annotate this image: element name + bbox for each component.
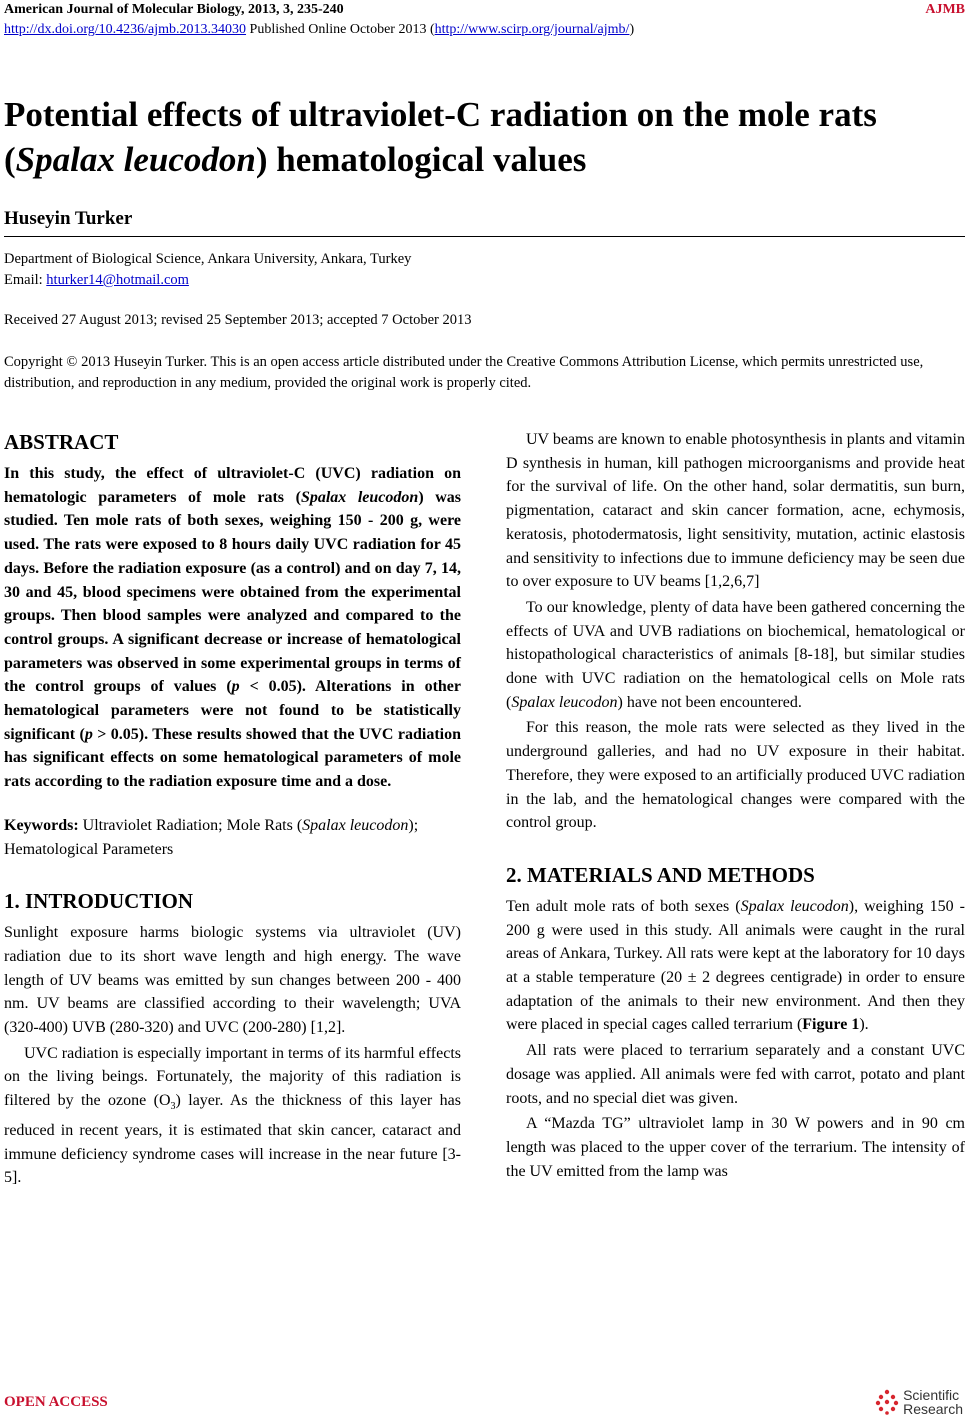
intro-paragraph-4: To our knowledge, plenty of data have been gathered concerning the effects of UVA and UVB radiations on biochemical, hematological or histopathological characteristics of animals [8-18], but similar studies done with UVC radiation on the hematological cells on Mole rats (Spalax leucodon) have not been encountered. — [506, 598, 965, 711]
journal-url-link[interactable]: http://www.scirp.org/journal/ajmb/ — [434, 22, 630, 37]
header-divider — [4, 236, 965, 237]
running-header — [4, 0, 965, 40]
author-name: Huseyin Turker — [4, 208, 133, 229]
abstract-heading: ABSTRACT — [4, 430, 119, 454]
title-open-paren: ( — [4, 140, 16, 179]
logo-line-1: Scientific — [903, 1387, 960, 1403]
introduction-heading: 1. INTRODUCTION — [4, 889, 194, 914]
email-label: Email: — [4, 272, 47, 288]
title-species: Spalax leucodon — [15, 140, 256, 179]
journal-code: AJMB — [925, 2, 965, 17]
intro-paragraph-1: Sunlight exposure harms biologic systems via ultraviolet (UV) radiation due to its short wave length and high energy. The wave length of UV beams was emitted by sun changes between 200 - 400 nm. UV beams are classified according to their wavelength; UVA (320-400) UVB (280-320) and UVC (200-280) [1,2]. — [4, 924, 461, 1037]
intro-paragraph-3: UV beams are known to enable photosynthesis in plants and vitamin D synthesis in human, kill pathogen microorganisms and provide heat for the survival of life. On the other hand, solar dermatitis, sun burn, pigmentation, cataract and skin cancer formation, acne, echymosis, keratosis, photodermatosis, light sensitivity, mutation, actinic elastosis and sensitivity to infections due to immune deficiency may be seen due to over exposure to UV beams [1,2,6,7] — [506, 431, 965, 591]
article-title — [4, 92, 964, 182]
title-rest: ) hematological values — [255, 140, 587, 179]
methods-paragraph-3: A “Mazda TG” ultraviolet lamp in 30 W powers and in 90 cm length was placed to the upper cover of the terrarium. The intensity of the UV emitted from the lamp was — [506, 1115, 965, 1180]
doi-link[interactable]: http://dx.doi.org/10.4236/ajmb.2013.34030 — [4, 22, 247, 37]
methods-paragraph-1: Ten adult mole rats of both sexes (Spalax leucodon), weighing 150 - 200 g were used in this study. All animals were caught in the rural areas of Ankara, Turkey. All rats were kept at the laboratory for 10 days at a stable temperature (20 ± 2 degrees centigrade) in order to ensure adaptation of the animals to their new environment. And then they were placed in special cages called terrarium (Figure 1). — [506, 897, 965, 1034]
figure-1-ref[interactable]: Figure 1 — [802, 1016, 860, 1034]
close-paren: ) — [629, 22, 635, 37]
title-line-1: Potential effects of ultraviolet-C radiation on the mole rats — [4, 95, 877, 134]
logo-line-2: Research — [903, 1401, 963, 1417]
published-text: Published Online October 2013 ( — [249, 22, 435, 37]
right-column — [506, 428, 965, 1185]
scientific-research-logo — [875, 1388, 963, 1416]
keywords: Keywords: Ultraviolet Radiation; Mole Rats (Spalax leucodon); Hematological Parameters — [4, 816, 419, 858]
logo-wordmark — [903, 1388, 963, 1416]
affiliation-block — [4, 249, 411, 291]
journal-citation: American Journal of Molecular Biology, 2013, 3, 235-240 — [4, 2, 344, 17]
left-column — [4, 428, 461, 1192]
methods-paragraph-2: All rats were placed to terrarium separately and a constant UVC dosage was applied. All animals were fed with carrot, potato and plant roots, and no special diet was given. — [506, 1042, 965, 1107]
abstract-text: In this study, the effect of ultraviolet-C (UVC) radiation on hematologic parameters of mole rats (Spalax leucodon) was studied. Ten mole rats of both sexes, weighing 150 - 200 g, were used. The rats were exposed to 8 hours daily UVC radiation for 45 days. Before the radiation exposure (as a control) and on day 7, 14, 30 and 45, blood specimens were obtained from the experimental groups. Then blood samples were analyzed and compared to the control groups. A significant decrease or increase of hematological parameters was observed in some experimental groups in terms of the control groups of values (p < 0.05). Alterations in other hematological parameters were not found to be statistically significant (p > 0.05). These results showed that the UVC radiation has significant effects on some hematological parameters of mole rats according to the radiation exposure time and a dose. — [4, 465, 462, 791]
methods-heading: 2. MATERIALS AND METHODS — [506, 862, 815, 887]
affiliation: Department of Biological Science, Ankara University, Ankara, Turkey — [4, 251, 412, 267]
intro-paragraph-5: For this reason, the mole rats were selected as they lived in the underground galleries, and had no UV exposure in their habitat. Therefore, they were exposed to an artificially produced UVC radiation in the lab, and the hematological changes were compared with the control group. — [506, 719, 965, 832]
scientific-research-logo-icon — [875, 1389, 899, 1415]
copyright-notice: Copyright © 2013 Huseyin Turker. This is an open access article distributed under the Creative Commons Attribution License, which permits unrestricted use, distribution, and reproduction in any medium, provided the original work is properly cited. — [4, 354, 924, 391]
received-dates: Received 27 August 2013; revised 25 September 2013; accepted 7 October 2013 — [4, 312, 472, 328]
intro-paragraph-2: UVC radiation is especially important in terms of its harmful effects on the living beings. Fortunately, the majority of this radiation is filtered by the ozone $(O_3)$ layer. As the thickness of this layer has reduced in recent years, it is estimated that skin cancer, cataract and immune deficiency syndrome cases will increase in the near future [3-5]. — [4, 1044, 461, 1187]
email-link[interactable]: hturker14@hotmail.com — [46, 272, 189, 288]
open-access-label: OPEN ACCESS — [4, 1394, 108, 1410]
